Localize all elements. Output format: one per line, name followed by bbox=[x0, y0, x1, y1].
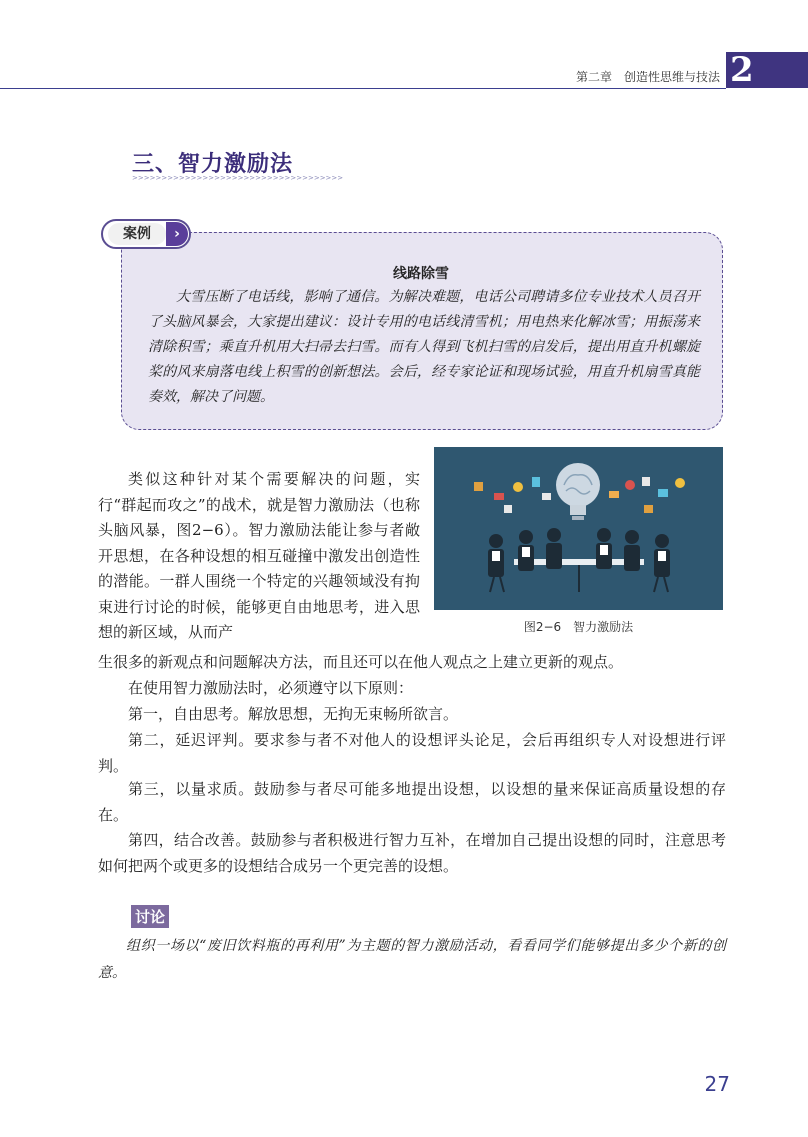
chevron-right-icon: › bbox=[166, 222, 188, 246]
principle-2: 第二，延迟评判。要求参与者不对他人的设想评头论足，会后再组织专人对设想进行评判。 bbox=[98, 731, 726, 775]
page-number: 27 bbox=[704, 1072, 730, 1096]
people-meeting-icon bbox=[434, 447, 723, 610]
principles-intro: 在使用智力激励法时，必须遵守以下原则： bbox=[128, 679, 414, 697]
paragraph-intro: 类似这种针对某个需要解决的问题，实行“群起而攻之”的战术，就是智力激励法（也称头脑风暴，图2−6）。智力激励法能让参与者敞开思想，在各种设想的相互碰撞中激发出创造性的潜能。一群人围绕一个特定的兴趣领域没有拘束进行讨论的时候，能够更自由地思考，进入思想的新区域，从而产 bbox=[98, 470, 420, 641]
title-underline-decoration: >>>>>>>>>>>>>>>>>>>>>>>>>>>>>>>>>>>> bbox=[132, 174, 344, 182]
figure-caption: 图2−6 智力激励法 bbox=[523, 620, 634, 634]
chapter-number: 2 bbox=[730, 50, 754, 90]
header-rule bbox=[0, 88, 726, 89]
case-body: 大雪压断了电话线，影响了通信。为解决难题，电话公司聘请多位专业技术人员召开了头脑风暴会，大家提出建议：设计专用的电话线清雪机；用电热来化解冰雪；用振荡来清除积雪；乘直升机用大扫帚去扫雪。而有人得到飞机扫雪的启发后，提出用直升机螺旋桨的风来扇落电线上积雪的创新想法。会后，经专家论证和现场试验，用直升机扇雪真能奏效，解决了问题。 bbox=[148, 289, 700, 405]
principle-3: 第三，以量求质。鼓励参与者尽可能多地提出设想，以设想的量来保证高质量设想的存在。 bbox=[98, 780, 726, 824]
section-title: 三、智力激励法 bbox=[132, 152, 294, 177]
case-title: 线路除雪 bbox=[393, 266, 449, 282]
discussion-label: 讨论 bbox=[131, 905, 169, 928]
principle-1: 第一，自由思考。解放思想，无拘无束畅所欲言。 bbox=[128, 705, 459, 723]
brainstorm-figure bbox=[434, 447, 723, 610]
discussion-body: 组织一场以“废旧饮料瓶的再利用”为主题的智力激励活动，看看同学们能够提出多少个新的创意。 bbox=[98, 938, 726, 981]
chapter-header-title: 第二章 创造性思维与技法 bbox=[575, 70, 720, 84]
principle-4: 第四，结合改善。鼓励参与者积极进行智力互补，在增加自己提出设想的同时，注意思考如何把两个或更多的设想结合成另一个更完善的设想。 bbox=[98, 831, 726, 875]
paragraph-intro-tail: 生很多的新观点和问题解决方法，而且还可以在他人观点之上建立更新的观点。 bbox=[98, 653, 624, 671]
case-label: 案例 bbox=[108, 223, 166, 245]
